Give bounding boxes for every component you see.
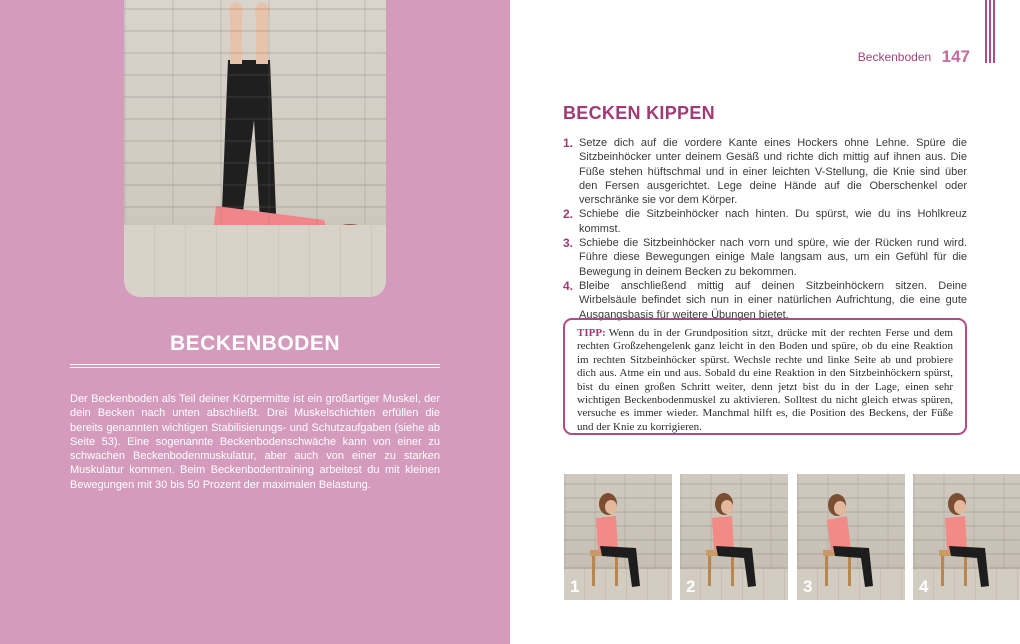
title-rule-upper	[70, 364, 440, 365]
step-text: Setze dich auf die vordere Kante eines Hockers ohne Lehne. Spüre die Sitzbeinhöcker unter deinem Gesäß und richte dich mittig auf ihnen aus. Die Füße stehen hüftschmal und in einer leichten V-Stellung, die Knie sind über den Fersen ausgerichtet. Lege deine Hände auf die Oberschenkel oder verschränke sie vor dem Körper.	[579, 137, 967, 207]
step-item	[563, 279, 967, 322]
photo-number: 4	[919, 577, 929, 596]
section-title: BECKENBODEN	[169, 332, 340, 355]
photo-number: 3	[803, 577, 813, 596]
step-item	[563, 136, 967, 207]
tip-label: TIPP:	[577, 327, 606, 339]
running-header	[830, 47, 970, 67]
step-number: 1.	[563, 136, 574, 150]
step-text: Bleibe anschließend mittig auf deinen Sitzbeinhöckern sitzen. Deine Wirbelsäule befindet sich nun in einer natürlichen Aufrichtung, die eine gute Ausgangsbasis für weitere Übungen bietet.	[579, 279, 967, 321]
step-number: 4.	[563, 278, 574, 293]
chapter-name: Beckenboden	[857, 50, 932, 64]
intro-paragraph: Der Beckenboden als Teil deiner Körpermitte ist ein großartiger Muskel, der dein Becken nach unten abschließt. Drei Muskelschichten erfüllen die bereits genannten wichtigen Stabilisierungs- und Schutzaufgaben (siehe ab Seite 53). Eine sogenannte Beckenbodenschwäche kann von einer zu schwachen Beckenbodenmuskulatur, aber auch von einer zu starken Muskulatur kommen. Beim Beckenbodentraining arbeitest du mit kleinen Bewegungen mit 30 bis 50 Prozent der maximalen Belastung.	[70, 393, 440, 491]
tip-text: Wenn du in der Grundposition sitzt, drücke mit der rechten Ferse und dem rechten Großzehengelenk ganz leicht in den Boden und spüre, ob du eine Reaktion im rechten Sitzbeinhöcker spürst. Wechsle rechte und linke Seite ab und probiere dich aus. Atme ein und aus. Sobald du eine Reaktion in den Sitzbeinhöckern spürst, bist du einen großen Schritt weiter, denn jetzt bist du in der Lage, einen sehr wichtigen Beckenbodenmuskel zu aktivieren. Solltest du nicht gleich etwas spüren, versuche es immer wieder. Manchmal hilft es, die Position des Beckens, der Füße und der Knie zu korrigieren.	[577, 327, 953, 433]
steps-list	[563, 136, 967, 322]
step-text: Schiebe die Sitzbeinhöcker nach vorn und spüre, wie der Rücken rund wird. Führe diese Bewegungen einige Male langsam aus, um ein Gefühl für die Bewegung in deinem Becken zu bekommen.	[579, 237, 967, 278]
sitting-photo-2	[680, 474, 788, 600]
step-text: Schiebe die Sitzbeinhöcker nach hinten. Du spürst, wie du ins Hohlkreuz kommst.	[579, 208, 967, 235]
sitting-photo-1	[564, 474, 672, 600]
step-item	[563, 236, 967, 279]
step-number: 2.	[563, 207, 574, 222]
woman-sitting-stool-illustration	[797, 474, 905, 600]
tip-box	[563, 318, 967, 435]
legs-up-wall-photo	[124, 0, 386, 297]
title-rule-lower	[70, 367, 440, 368]
exercise-title: BECKEN KIPPEN	[563, 103, 715, 123]
woman-sitting-stool-illustration	[680, 474, 788, 600]
step-item	[563, 207, 967, 236]
woman-sitting-stool-illustration	[913, 474, 1020, 600]
photo-number: 2	[686, 577, 696, 596]
page-number: 147	[941, 47, 970, 66]
sitting-photo-3	[797, 474, 905, 600]
photo-number: 1	[570, 577, 580, 596]
step-number: 3.	[563, 236, 574, 251]
wooden-floor	[124, 225, 386, 297]
sitting-photo-4	[913, 474, 1020, 600]
brick-wall	[124, 0, 386, 230]
woman-sitting-stool-illustration	[564, 474, 672, 600]
